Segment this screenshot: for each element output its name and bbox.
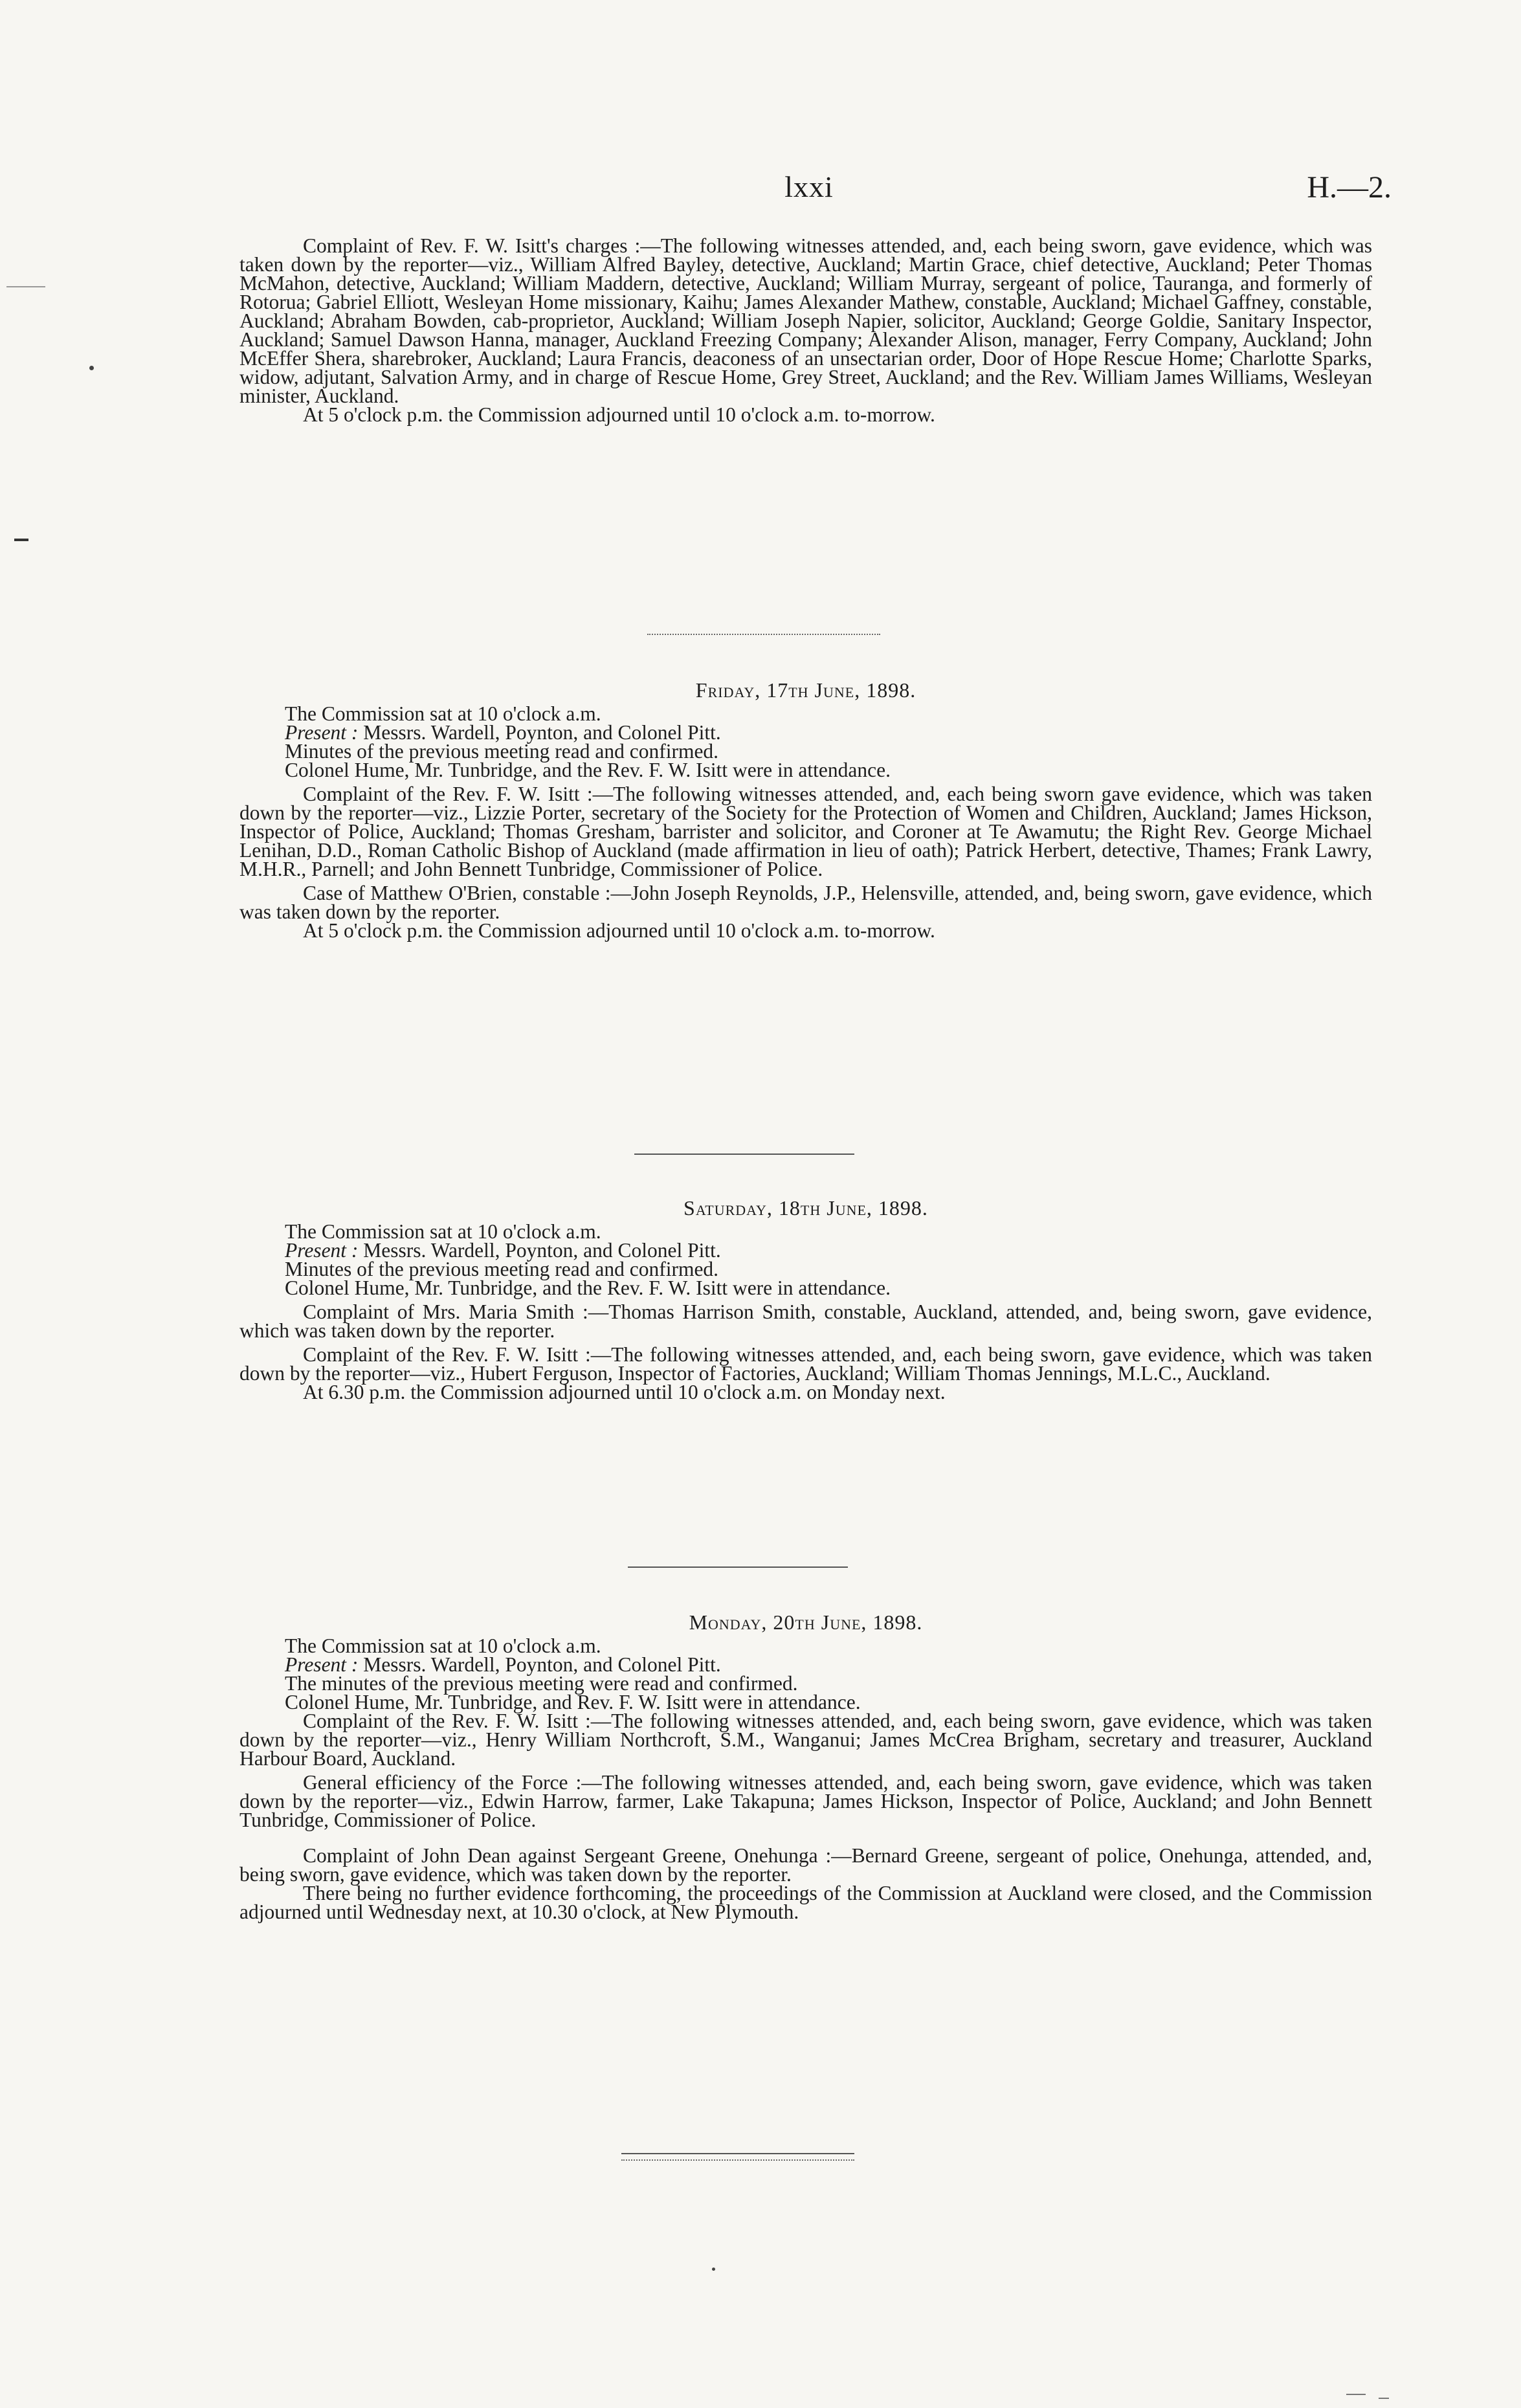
present-line xyxy=(285,723,1372,742)
attendance-line: Colonel Hume, Mr. Tunbridge, and Rev. F. W. Isitt were in attendance. xyxy=(285,1691,861,1713)
present-names: Messrs. Wardell, Poynton, and Colonel Pitt. xyxy=(358,721,721,744)
section-divider xyxy=(621,2153,854,2154)
present-names: Messrs. Wardell, Poynton, and Colonel Pitt. xyxy=(358,1239,721,1262)
page-speck xyxy=(712,2268,715,2271)
margin-mark xyxy=(1379,2398,1389,2399)
sitting-time: The Commission sat at 10 o'clock a.m. xyxy=(285,1634,601,1657)
minutes-line: Minutes of the previous meeting read and confirmed. xyxy=(285,740,719,763)
complaint-paragraph: Complaint of the Rev. F. W. Isitt :—The following witnesses attended, and, each being sworn gave evidence, which was taken down by the reporter—viz., Lizzie Porter, secretary of the Society for the Protection of Women and Children, Auckland; James Hickson, Inspector of Police, Auckland; Thomas Gresham, barrister and solicitor, and Coroner at Te Awamutu; the Right Rev. George Michael Lenihan, D.D., Roman Catholic Bishop of Auckland (made affirmation in lieu of oath); Patrick Herbert, detective, Thames; Frank Lawry, M.H.R., Parnell; and John Bennett Tunbridge, Commissioner of Police. xyxy=(239,783,1372,880)
minutes-line: The minutes of the previous meeting were read and confirmed. xyxy=(285,1672,798,1695)
date-heading: Saturday, 18th June, 1898. xyxy=(683,1196,928,1220)
sitting-time: The Commission sat at 10 o'clock a.m. xyxy=(285,702,601,725)
section-divider xyxy=(647,634,880,635)
complaint-paragraph: Complaint of Rev. F. W. Isitt's charges :—The following witnesses attended, and, each being sworn, gave evidence, which was taken down by the reporter—viz., William Alfred Bayley, detective, Auckland; Martin Grace, chief detective, Auckland; Peter Thomas McMahon, detective, Auckland; William Maddern, detective, Auckland; William Murray, sergeant of police, Tauranga, and formerly of Rotorua; Gabriel Elliott, Wesleyan Home missionary, Kaihu; James Alexander Mathew, constable, Auckland; Michael Gaffney, constable, Auckland; Abraham Bowden, cab-proprietor, Auckland; William Joseph Napier, solicitor, Auckland; George Goldie, Sanitary Inspector, Auckland; Samuel Dawson Hanna, manager, Auckland Freezing Company; Alexander Alison, manager, Ferry Company, Auckland; John McEffer Shera, sharebroker, Auckland; Laura Francis, deaconess of an unsectarian order, Door of Hope Rescue Home; Charlotte Sparks, widow, adjutant, Salvation Army, and in charge of Rescue Home, Grey Street, Auckland; and the Rev. William James Williams, Wesleyan minister, Auckland. xyxy=(239,234,1372,407)
present-names: Messrs. Wardell, Poynton, and Colonel Pitt. xyxy=(358,1653,721,1676)
date-heading: Monday, 20th June, 1898. xyxy=(689,1611,923,1634)
section-divider xyxy=(621,2159,854,2161)
section-friday xyxy=(239,680,1372,940)
attendance-line: Colonel Hume, Mr. Tunbridge, and the Rev. F. W. Isitt were in attendance. xyxy=(285,759,891,781)
case-paragraph: Case of Matthew O'Brien, constable :—John Joseph Reynolds, J.P., Helensville, attended, and, being sworn, gave evidence, which was taken down by the reporter. xyxy=(239,882,1372,923)
margin-speck xyxy=(89,366,94,370)
date-heading: Friday, 17th June, 1898. xyxy=(695,678,916,702)
adjournment-paragraph: At 5 o'clock p.m. the Commission adjourned until 10 o'clock a.m. to-morrow. xyxy=(303,919,935,942)
present-line xyxy=(285,1241,1372,1260)
present-label: Present : xyxy=(285,721,359,744)
present-line xyxy=(285,1655,1372,1674)
present-label: Present : xyxy=(285,1239,359,1262)
section-isitt-charges xyxy=(239,236,1372,424)
complaint-paragraph: Complaint of Mrs. Maria Smith :—Thomas Harrison Smith, constable, Auckland, attended, and, being sworn, gave evidence, which was taken down by the reporter. xyxy=(239,1300,1372,1342)
section-saturday xyxy=(239,1198,1372,1401)
margin-mark xyxy=(14,539,28,541)
complaint-paragraph: Complaint of the Rev. F. W. Isitt :—The following witnesses attended, and, each being sworn, gave evidence, which was taken down by the reporter—viz., Hubert Ferguson, Inspector of Factories, Auckland; William Thomas Jennings, M.L.C., Auckland. xyxy=(239,1343,1372,1385)
margin-mark xyxy=(1346,2394,1366,2395)
section-monday xyxy=(239,1612,1372,1921)
present-label: Present : xyxy=(285,1653,359,1676)
closing-paragraph: There being no further evidence forthcoming, the proceedings of the Commission at Auckland were closed, and the Commission adjourned until Wednesday next, at 10.30 o'clock, at New Plymouth. xyxy=(239,1882,1372,1923)
complaint-paragraph: Complaint of John Dean against Sergeant Greene, Onehunga :—Bernard Greene, sergeant of police, Onehunga, attended, and, being sworn, gave evidence, which was taken down by the reporter. xyxy=(239,1844,1372,1886)
adjournment-paragraph: At 6.30 p.m. the Commission adjourned until 10 o'clock a.m. on Monday next. xyxy=(303,1381,946,1403)
sitting-time: The Commission sat at 10 o'clock a.m. xyxy=(285,1220,601,1243)
adjournment-paragraph: At 5 o'clock p.m. the Commission adjourned until 10 o'clock a.m. to-morrow. xyxy=(303,403,935,426)
margin-mark xyxy=(6,286,45,287)
page-number: lxxi xyxy=(784,170,834,203)
paper-reference: H.—2. xyxy=(1307,170,1392,205)
section-divider xyxy=(634,1154,854,1155)
section-divider xyxy=(628,1566,848,1568)
minutes-line: Minutes of the previous meeting read and confirmed. xyxy=(285,1258,719,1280)
attendance-line: Colonel Hume, Mr. Tunbridge, and the Rev. F. W. Isitt were in attendance. xyxy=(285,1276,891,1299)
efficiency-paragraph: General efficiency of the Force :—The following witnesses attended, and, each being sworn, gave evidence, which was taken down by the reporter—viz., Edwin Harrow, farmer, Lake Takapuna; James Hickson, Inspector of Police, Auckland; and John Bennett Tunbridge, Commissioner of Police. xyxy=(239,1771,1372,1831)
complaint-paragraph: Complaint of the Rev. F. W. Isitt :—The following witnesses attended, and, each being sworn, gave evidence, which was taken down by the reporter—viz., Henry William Northcroft, S.M., Wanganui; James McCrea Brigham, secretary and treasurer, Auckland Harbour Board, Auckland. xyxy=(239,1710,1372,1770)
